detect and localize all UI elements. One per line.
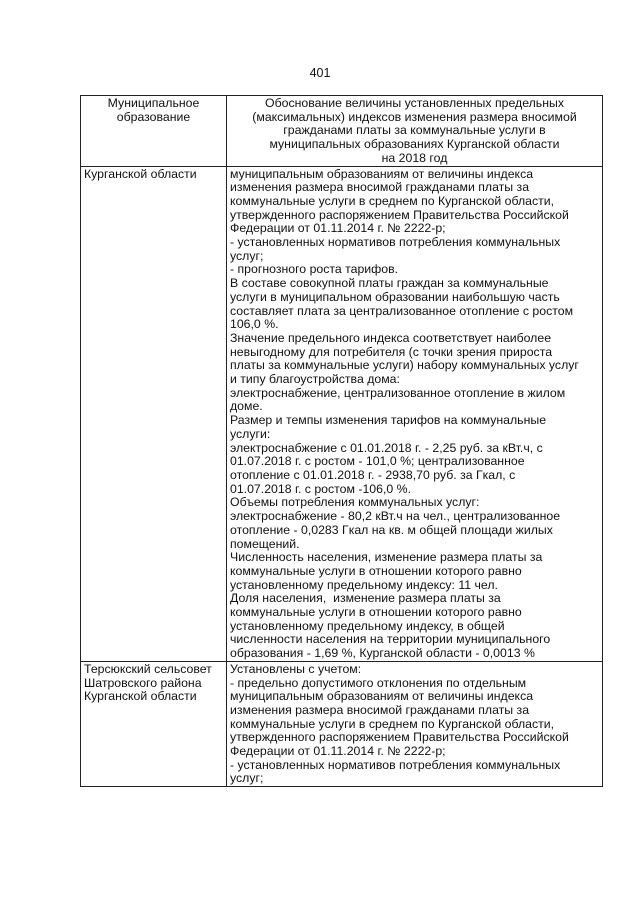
header-line: Муниципальное xyxy=(107,96,200,110)
text-line: электроснабжение, централизованное отопление в жилом xyxy=(230,385,566,400)
text-line: помещений. xyxy=(230,536,300,551)
header-line: муниципальных образованиях Курганской области xyxy=(269,137,560,152)
text-line: Установлены с учетом: xyxy=(230,661,362,676)
text-line: 01.07.2018 г. с ростом -106,0 %. xyxy=(230,481,412,496)
header-municipality xyxy=(81,96,227,167)
text-line: утвержденного распоряжением Правительства Российской xyxy=(230,730,569,745)
table-header-row xyxy=(81,96,603,167)
text-line: услуги: xyxy=(230,426,271,441)
text-line: платы за коммунальные услуги) набору коммунальных услуг xyxy=(230,358,579,373)
text-line: коммунальные услуги в среднем по Курганской области, xyxy=(230,716,555,731)
text-line: установленному предельному индексу: 11 чел. xyxy=(230,577,498,592)
text-line: Объемы потребления коммунальных услуг: xyxy=(230,495,480,510)
text-line: Значение предельного индекса соответствует наиболее xyxy=(230,330,552,345)
header-line: Обоснование величины установленных предельных xyxy=(265,96,564,110)
municipality-name-line: Курганской области xyxy=(84,166,197,181)
table-row xyxy=(81,166,603,661)
text-line: коммунальные услуги в отношении которого равно xyxy=(230,605,522,620)
text-line: электроснабжение с 01.01.2018 г. - 2,25 руб. за кВт.ч, с xyxy=(230,440,543,455)
text-line: Размер и темпы изменения тарифов на коммунальные xyxy=(230,413,547,428)
text-line: Доля населения, изменение размера платы за xyxy=(230,591,501,606)
text-line: - предельно допустимого отклонения по отдельным xyxy=(230,675,527,690)
text-line: услуг; xyxy=(230,771,264,786)
text-line: - установленных нормативов потребления коммунальных xyxy=(230,757,561,772)
text-line: коммунальные услуги в отношении которого равно xyxy=(230,563,522,578)
text-line: изменения размера вносимой гражданами платы за xyxy=(230,702,530,717)
text-line: - установленных нормативов потребления коммунальных xyxy=(230,235,561,250)
text-line: муниципальным образованиям от величины индекса xyxy=(230,689,534,704)
header-justification xyxy=(227,96,603,167)
page-number: 401 xyxy=(309,66,331,80)
municipality-name-line: Шатровского района xyxy=(84,675,202,690)
header-line: (максимальных) индексов изменения размера вносимой xyxy=(252,109,577,124)
text-line: установленному предельному индексу, в общей xyxy=(230,618,505,633)
municipality-name-line: Терсюкский сельсовет xyxy=(84,661,212,676)
text-line: утвержденного распоряжением Правительства Российской xyxy=(230,207,569,222)
header-line: образование xyxy=(116,109,191,124)
text-line: 01.07.2018 г. с ростом - 101,0 %; централизованное xyxy=(230,454,525,469)
row-text-cell xyxy=(227,661,603,786)
header-line: на 2018 год xyxy=(381,150,448,165)
text-line: Численность населения, изменение размера платы за xyxy=(230,550,543,565)
text-line: отопление с 01.01.2018 г. - 2938,70 руб. за Гкал, с xyxy=(230,467,516,482)
text-line: невыгодному для потребителя (с точки зрения прироста xyxy=(230,344,553,359)
text-line: изменения размера вносимой гражданами платы за xyxy=(230,180,530,195)
justification-table xyxy=(80,95,603,787)
text-line: услуги в муниципальном образовании наибольшую часть xyxy=(230,289,560,304)
municipality-name-line: Курганской области xyxy=(84,689,197,704)
row-text-cell xyxy=(227,166,603,661)
text-line: образования - 1,69 %, Курганской области - 0,0013 % xyxy=(230,646,535,661)
row-municipality-cell xyxy=(81,166,227,661)
text-line: В составе совокупной платы граждан за коммунальные xyxy=(230,276,549,291)
text-line: численности населения на территории муниципального xyxy=(230,632,551,647)
text-line: составляет плата за централизованное отопление с ростом xyxy=(230,303,574,318)
text-line: услуг; xyxy=(230,248,264,263)
text-line: доме. xyxy=(230,399,263,414)
header-line: гражданами платы за коммунальные услуги в xyxy=(283,123,546,138)
text-line: Федерации от 01.11.2014 г. № 2222-р; xyxy=(230,744,446,759)
text-line: электроснабжение - 80,2 кВт.ч на чел., централизованное xyxy=(230,509,561,524)
text-line: отопление - 0,0283 Гкал на кв. м общей площади жилых xyxy=(230,522,553,537)
row-municipality-cell xyxy=(81,661,227,786)
text-line: Федерации от 01.11.2014 г. № 2222-р; xyxy=(230,221,446,236)
text-line: муниципальным образованиям от величины индекса xyxy=(230,166,534,181)
text-line: и типу благоустройства дома: xyxy=(230,372,400,387)
table-row xyxy=(81,661,603,786)
text-line: 106,0 %. xyxy=(230,317,279,332)
text-line: - прогнозного роста тарифов. xyxy=(230,262,399,277)
text-line: коммунальные услуги в среднем по Курганской области, xyxy=(230,193,555,208)
